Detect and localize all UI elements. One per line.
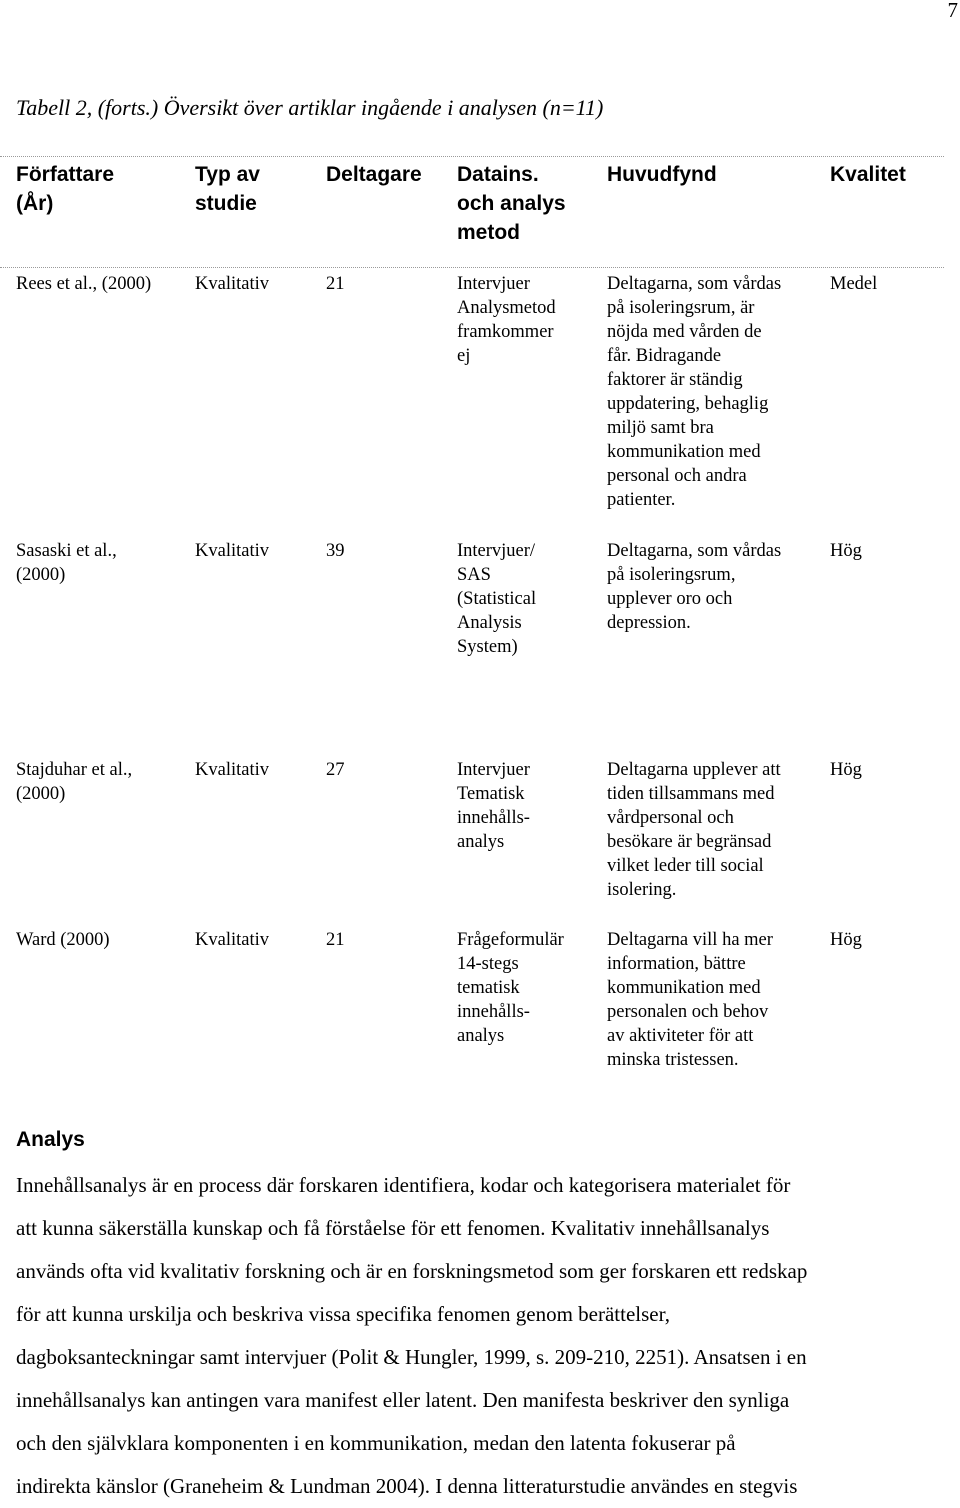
body-line: används ofta vid kvalitativ forskning och är en forskningsmetod som ger forskaren ett redskap bbox=[16, 1259, 808, 1283]
header-participants: Deltagare bbox=[326, 163, 422, 186]
cell-type-stajduhar: Kvalitativ bbox=[195, 760, 269, 780]
header-author: Författare (År) bbox=[16, 163, 115, 215]
header-findings: Huvudfynd bbox=[607, 163, 717, 186]
cell-participants-sasaski: 39 bbox=[326, 541, 345, 561]
header-quality: Kvalitet bbox=[830, 163, 906, 186]
cell-participants-stajduhar: 27 bbox=[326, 760, 345, 780]
cell-findings-stajduhar: Deltagarna upplever att tiden tillsammans med vårdpersonal och besökare är begränsad vilket leder till social isolering. bbox=[607, 760, 781, 900]
cell-method-ward: Frågeformulär 14-stegs tematisk innehålls- analys bbox=[457, 930, 564, 1046]
cell-findings-rees: Deltagarna, som vårdas på isoleringsrum, är nöjda med vården de får. Bidragande faktorer är ständig uppdatering, behaglig miljö samt bra kommunikation med personal och andra patienter. bbox=[607, 274, 782, 510]
cell-findings-sasaski: Deltagarna, som vårdas på isoleringsrum, upplever oro och depression. bbox=[607, 541, 782, 633]
cell-findings-ward: Deltagarna vill ha mer information, bättre kommunikation med personalen och behov av aktiviteter för att minska tristessen. bbox=[607, 930, 773, 1070]
body-line: att kunna säkerställa kunskap och få förståelse för ett fenomen. Kvalitativ innehållsanalys bbox=[16, 1216, 770, 1240]
cell-author-stajduhar: Stajduhar et al., (2000) bbox=[16, 760, 133, 804]
table-header-rule bbox=[0, 267, 944, 268]
section-heading: Analys bbox=[16, 1128, 85, 1151]
cell-type-ward: Kvalitativ bbox=[195, 930, 269, 950]
cell-type-rees: Kvalitativ bbox=[195, 274, 269, 294]
table-caption: Tabell 2, (forts.) Översikt över artiklar ingående i analysen (n=11) bbox=[16, 95, 604, 120]
page-number: 7 bbox=[947, 0, 958, 22]
body-line: dagboksanteckningar samt intervjuer (Polit & Hungler, 1999, s. 209-210, 2251). Ansatsen i en bbox=[16, 1345, 807, 1369]
body-line: innehållsanalys kan antingen vara manifest eller latent. Den manifesta beskriver den synliga bbox=[16, 1388, 790, 1412]
header-method: Datains. och analys metod bbox=[457, 163, 566, 244]
table-top-rule bbox=[0, 156, 944, 157]
cell-participants-ward: 21 bbox=[326, 930, 345, 950]
body-line: Innehållsanalys är en process där forskaren identifiera, kodar och kategorisera materialet för bbox=[16, 1173, 791, 1197]
cell-author-sasaski: Sasaski et al., (2000) bbox=[16, 541, 117, 585]
cell-author-ward: Ward (2000) bbox=[16, 930, 110, 950]
header-study-type: Typ av studie bbox=[195, 163, 260, 215]
body-paragraph bbox=[16, 1164, 960, 1508]
cell-participants-rees: 21 bbox=[326, 274, 345, 294]
cell-method-sasaski: Intervjuer/ SAS (Statistical Analysis System) bbox=[457, 541, 537, 657]
cell-quality-sasaski: Hög bbox=[830, 541, 862, 561]
cell-method-rees: Intervjuer Analysmetod framkommer ej bbox=[457, 274, 556, 366]
cell-quality-stajduhar: Hög bbox=[830, 760, 862, 780]
cell-type-sasaski: Kvalitativ bbox=[195, 541, 269, 561]
cell-quality-ward: Hög bbox=[830, 930, 862, 950]
body-line: och den självklara komponenten i en kommunikation, medan den latenta fokuserar på bbox=[16, 1431, 736, 1455]
cell-method-stajduhar: Intervjuer Tematisk innehålls- analys bbox=[457, 760, 530, 852]
cell-author-rees: Rees et al., (2000) bbox=[16, 274, 152, 294]
body-line: indirekta känslor (Graneheim & Lundman 2004). I denna litteraturstudie användes en stegvis bbox=[16, 1474, 798, 1498]
body-line: för att kunna urskilja och beskriva vissa specifika fenomen genom berättelser, bbox=[16, 1302, 671, 1326]
cell-quality-rees: Medel bbox=[830, 274, 878, 294]
